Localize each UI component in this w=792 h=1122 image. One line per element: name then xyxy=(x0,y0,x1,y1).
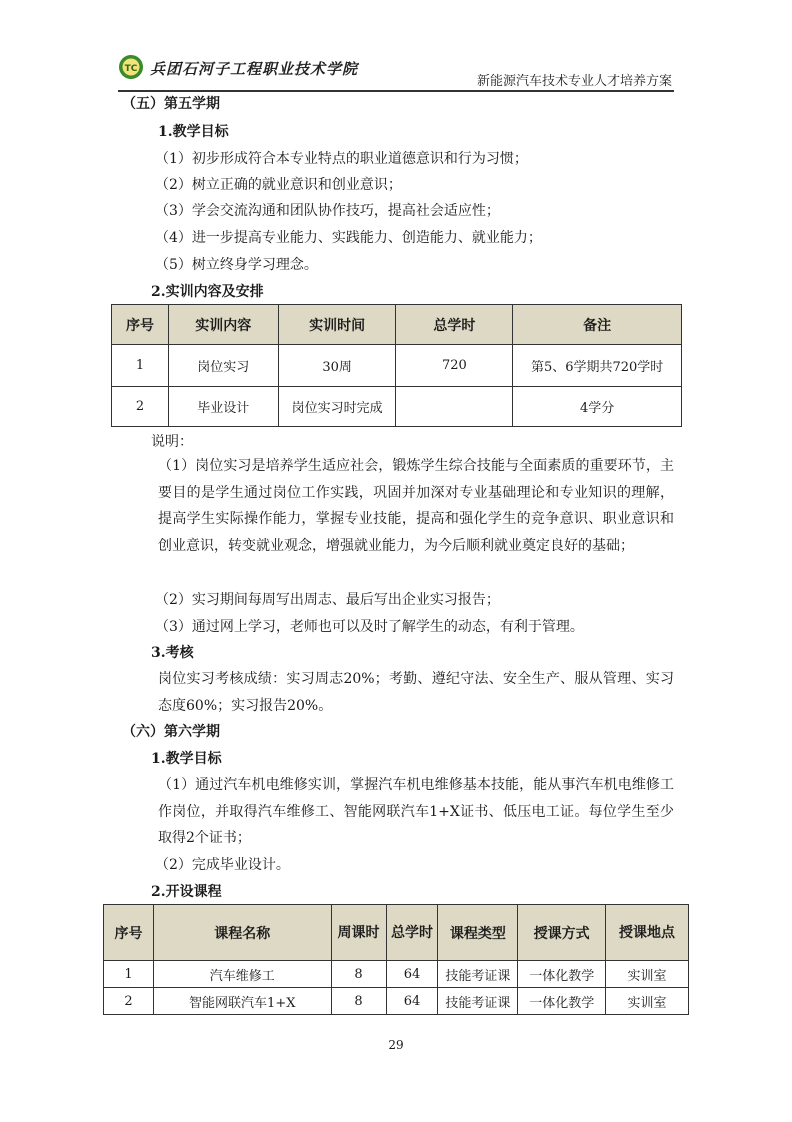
table-cell: 30周 xyxy=(278,345,396,387)
subheading-goals: 1.教学目标 xyxy=(151,751,222,767)
goal-item: （2）完成毕业设计。 xyxy=(155,857,290,873)
table-cell: 一体化教学 xyxy=(518,988,606,1015)
table-cell: 技能考证课 xyxy=(438,988,518,1015)
table-cell: 第5、6学期共720学时 xyxy=(513,345,682,387)
courses-table xyxy=(103,904,689,1015)
column-header: 课程类型 xyxy=(438,905,518,961)
assessment-paragraph xyxy=(122,666,674,719)
table-cell: 毕业设计 xyxy=(168,387,278,427)
goal-text: （1）通过汽车机电维修实训，掌握汽车机电维修基本技能，能从事汽车机电维修工作岗位，并取得汽车维修工、智能网联汽车1+X证书、低压电工证。每位学生至少取得2个证书； xyxy=(158,777,674,846)
column-header: 课程名称 xyxy=(153,905,331,961)
table-cell: 技能考证课 xyxy=(438,961,518,988)
goal-item: （2）树立正确的就业意识和创业意识； xyxy=(155,177,402,193)
table-row xyxy=(112,345,682,387)
column-header: 序号 xyxy=(104,905,154,961)
column-header: 实训内容 xyxy=(168,305,278,345)
notes-label: 说明： xyxy=(151,434,193,450)
page-number: 29 xyxy=(388,1038,404,1052)
column-header: 授课地点 xyxy=(606,905,689,961)
table-cell: 1 xyxy=(104,961,154,988)
goal-item: （4）进一步提高专业能力、实践能力、创造能力、就业能力； xyxy=(155,230,542,246)
table-cell: 汽车维修工 xyxy=(153,961,331,988)
table-cell: 一体化教学 xyxy=(518,961,606,988)
section-heading-sem6: （六）第六学期 xyxy=(122,724,220,740)
column-header: 备注 xyxy=(513,305,682,345)
note-paragraph xyxy=(122,453,674,559)
subheading-goals: 1.教学目标 xyxy=(158,124,229,140)
school-logo-icon xyxy=(118,54,144,80)
column-header: 授课方式 xyxy=(518,905,606,961)
goal-item: （5）树立终身学习理念。 xyxy=(155,257,318,273)
table-row xyxy=(112,387,682,427)
column-header: 实训时间 xyxy=(278,305,396,345)
table-row xyxy=(104,988,689,1015)
document-title: 新能源汽车技术专业人才培养方案 xyxy=(476,74,672,89)
table-cell: 智能网联汽车1+X xyxy=(153,988,331,1015)
goal-item: （3）学会交流沟通和团队协作技巧，提高社会适应性； xyxy=(155,203,500,219)
table-cell: 64 xyxy=(386,961,438,988)
table-cell: 8 xyxy=(331,961,386,988)
column-header: 序号 xyxy=(112,305,169,345)
note-text: （1）岗位实习是培养学生适应社会，锻炼学生综合技能与全面素质的重要环节，主要目的是学生通过岗位工作实践，巩固并加深对专业基础理论和专业知识的理解，提高学生实际操作能力，掌握专业技能，提高和强化学生的竞争意识、职业意识和创业意识，转变就业观念，增强就业能力，为今后顺利就业奠定良好的基础； xyxy=(158,458,674,554)
assessment-text: 岗位实习考核成绩：实习周志20%；考勤、遵纪守法、安全生产、服从管理、实习态度60%；实习报告20%。 xyxy=(158,671,674,714)
column-header: 总学时 xyxy=(396,305,513,345)
table-row xyxy=(104,961,689,988)
table-cell: 4学分 xyxy=(513,387,682,427)
goal-item: （1）初步形成符合本专业特点的职业道德意识和行为习惯； xyxy=(155,151,528,167)
table-header-row xyxy=(104,905,689,961)
table-cell: 64 xyxy=(386,988,438,1015)
svg-text:TC: TC xyxy=(124,64,138,74)
table-cell: 实训室 xyxy=(606,988,689,1015)
school-name: 兵团石河子工程职业技术学院 xyxy=(150,60,359,78)
training-table xyxy=(111,304,682,427)
table-cell: 实训室 xyxy=(606,961,689,988)
table-cell: 1 xyxy=(112,345,169,387)
table-cell: 8 xyxy=(331,988,386,1015)
table-cell xyxy=(396,387,513,427)
column-header: 总学时 xyxy=(386,905,438,961)
page-header xyxy=(118,50,674,92)
table-cell: 2 xyxy=(112,387,169,427)
table-cell: 岗位实习 xyxy=(168,345,278,387)
column-header: 周课时 xyxy=(331,905,386,961)
table-cell: 岗位实习时完成 xyxy=(278,387,396,427)
subheading-assessment: 3.考核 xyxy=(151,645,194,661)
subheading-training: 2.实训内容及安排 xyxy=(151,284,264,300)
note-item: （3）通过网上学习，老师也可以及时了解学生的动态，有利于管理。 xyxy=(155,619,584,635)
table-header-row xyxy=(112,305,682,345)
goal-paragraph xyxy=(122,772,674,852)
table-cell: 2 xyxy=(104,988,154,1015)
note-item: （2）实习期间每周写出周志、最后写出企业实习报告； xyxy=(155,592,500,608)
subheading-courses: 2.开设课程 xyxy=(151,884,222,900)
table-cell: 720 xyxy=(396,345,513,387)
section-heading-sem5: （五）第五学期 xyxy=(122,96,220,112)
